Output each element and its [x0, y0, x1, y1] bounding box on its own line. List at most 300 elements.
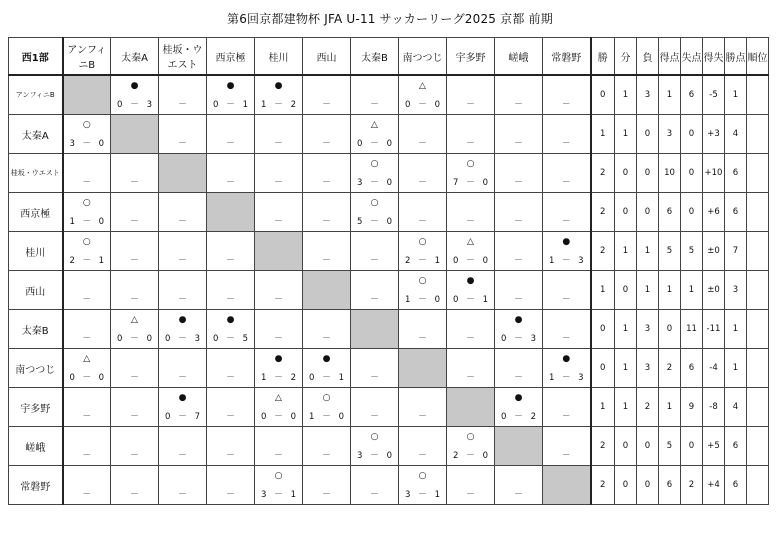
unplayed-dash: － — [130, 373, 139, 383]
match-cell — [159, 349, 207, 388]
stat-value: +3 — [703, 115, 725, 154]
match-cell — [495, 466, 543, 505]
match-cell — [351, 466, 399, 505]
team-column-header: 西京極 — [207, 38, 255, 76]
unplayed-dash: － — [466, 490, 475, 500]
league-table — [8, 37, 769, 505]
match-cell — [63, 310, 111, 349]
unplayed-dash: － — [130, 451, 139, 461]
stat-value — [747, 154, 769, 193]
match-result — [111, 427, 158, 465]
stat-value: 6 — [681, 75, 703, 115]
team-row-header: 常磐野 — [9, 466, 63, 505]
score-for: 0 — [213, 100, 219, 110]
match-result — [495, 310, 542, 348]
unplayed-dash: － — [82, 334, 91, 344]
match-result — [399, 310, 446, 348]
match-result — [255, 76, 302, 114]
match-result — [255, 193, 302, 231]
stat-header: 負 — [637, 38, 659, 76]
self-match-cell — [351, 310, 399, 349]
stat-value: -11 — [703, 310, 725, 349]
result-symbol: ○ — [274, 471, 283, 481]
match-result — [64, 154, 111, 192]
match-result — [207, 388, 254, 426]
match-cell — [159, 193, 207, 232]
score-for: 3 — [69, 139, 75, 149]
match-result — [207, 271, 254, 309]
score-against: 0 — [434, 100, 440, 110]
team-column-header: 南つつじ — [399, 38, 447, 76]
match-cell — [495, 232, 543, 271]
match-cell — [351, 193, 399, 232]
stat-value: 6 — [725, 427, 747, 466]
match-result — [447, 271, 494, 309]
unplayed-dash: － — [178, 490, 187, 500]
match-cell — [543, 75, 591, 115]
score-against: 1 — [338, 373, 344, 383]
stat-value: 6 — [659, 193, 681, 232]
result-symbol: ● — [274, 81, 283, 91]
unplayed-dash: － — [226, 178, 235, 188]
match-result — [543, 388, 590, 426]
match-cell — [111, 466, 159, 505]
unplayed-dash: － — [561, 217, 571, 227]
score-for: 7 — [453, 178, 459, 188]
score-separator: － — [514, 412, 523, 422]
match-result — [447, 115, 494, 153]
match-cell — [543, 310, 591, 349]
stat-value: 1 — [615, 75, 637, 115]
team-row — [9, 271, 769, 310]
score-separator: － — [82, 256, 91, 266]
unplayed-dash: － — [226, 490, 235, 500]
match-result — [64, 466, 111, 504]
stat-value: +10 — [703, 154, 725, 193]
match-cell — [399, 232, 447, 271]
result-symbol: △ — [131, 315, 138, 325]
unplayed-dash: － — [226, 451, 235, 461]
match-result — [255, 388, 302, 426]
unplayed-dash: － — [561, 295, 571, 305]
match-result — [207, 154, 254, 192]
match-cell — [303, 154, 351, 193]
score-for: 1 — [309, 412, 315, 422]
stat-value: 1 — [725, 75, 747, 115]
score-separator: － — [370, 139, 379, 149]
stat-value: 0 — [637, 193, 659, 232]
match-cell — [255, 427, 303, 466]
result-symbol: ○ — [418, 276, 427, 286]
stat-value — [747, 349, 769, 388]
stat-header: 順位 — [747, 38, 769, 76]
match-result — [303, 349, 350, 387]
unplayed-dash: － — [226, 373, 235, 383]
stat-value — [747, 310, 769, 349]
team-row-header: 南つつじ — [9, 349, 63, 388]
match-result — [64, 271, 111, 309]
team-row — [9, 427, 769, 466]
team-row — [9, 388, 769, 427]
score-separator: － — [274, 412, 283, 422]
score-against: 3 — [578, 373, 584, 383]
stat-value: 0 — [591, 310, 615, 349]
score-for: 3 — [405, 490, 411, 500]
result-symbol: ● — [178, 315, 187, 325]
match-cell — [447, 232, 495, 271]
score-against: 5 — [242, 334, 248, 344]
match-cell — [63, 349, 111, 388]
unplayed-dash: － — [370, 256, 379, 266]
match-cell — [495, 349, 543, 388]
result-symbol: ● — [562, 354, 571, 364]
score-for: 2 — [405, 256, 411, 266]
match-result — [159, 388, 206, 426]
match-result — [64, 193, 111, 231]
unplayed-dash: － — [178, 139, 187, 149]
match-cell — [543, 427, 591, 466]
match-result — [111, 193, 158, 231]
match-result — [159, 349, 206, 387]
match-result — [255, 310, 302, 348]
match-result — [111, 232, 158, 270]
score-separator: － — [370, 217, 379, 227]
unplayed-dash: － — [514, 217, 523, 227]
score-for: 0 — [357, 139, 363, 149]
match-result — [303, 388, 350, 426]
stat-value: 3 — [659, 115, 681, 154]
unplayed-dash: － — [322, 334, 331, 344]
match-cell — [159, 75, 207, 115]
result-symbol: ● — [514, 315, 523, 325]
match-result — [303, 193, 350, 231]
match-result — [399, 388, 446, 426]
score-against: 0 — [386, 178, 392, 188]
result-symbol: ● — [562, 237, 571, 247]
unplayed-dash: － — [466, 373, 475, 383]
match-result — [351, 76, 398, 114]
match-cell — [495, 75, 543, 115]
match-result — [159, 310, 206, 348]
match-cell — [255, 349, 303, 388]
stat-value: 3 — [637, 349, 659, 388]
stat-value: +5 — [703, 427, 725, 466]
result-symbol: ● — [130, 81, 139, 91]
match-result — [255, 154, 302, 192]
stat-header: 勝 — [591, 38, 615, 76]
team-row — [9, 466, 769, 505]
match-cell — [303, 232, 351, 271]
match-cell — [399, 193, 447, 232]
self-match-cell — [399, 349, 447, 388]
result-symbol: ● — [178, 393, 187, 403]
team-row — [9, 310, 769, 349]
match-result — [159, 232, 206, 270]
team-row-header: 西京極 — [9, 193, 63, 232]
unplayed-dash: － — [226, 412, 235, 422]
score-separator: － — [274, 100, 283, 110]
score-against: 1 — [290, 490, 296, 500]
match-cell — [207, 232, 255, 271]
team-column-header: 西山 — [303, 38, 351, 76]
stat-value: 0 — [637, 154, 659, 193]
match-cell — [543, 349, 591, 388]
match-result — [207, 232, 254, 270]
score-separator: － — [82, 217, 91, 227]
score-against: 0 — [482, 451, 488, 461]
match-cell — [495, 115, 543, 154]
match-cell — [207, 427, 255, 466]
score-against: 0 — [98, 373, 104, 383]
match-result — [543, 193, 590, 231]
unplayed-dash: － — [418, 139, 427, 149]
match-cell — [399, 271, 447, 310]
match-result — [159, 193, 206, 231]
stat-value: 1 — [659, 388, 681, 427]
match-result — [495, 76, 542, 114]
result-symbol: ○ — [322, 393, 331, 403]
match-result — [207, 427, 254, 465]
score-against: 0 — [386, 139, 392, 149]
stat-value — [747, 388, 769, 427]
stat-value: 6 — [681, 349, 703, 388]
stat-header: 得失 — [703, 38, 725, 76]
match-cell — [255, 466, 303, 505]
match-result — [64, 232, 111, 270]
stat-value: -4 — [703, 349, 725, 388]
unplayed-dash: － — [178, 100, 187, 110]
match-cell — [351, 115, 399, 154]
stat-value — [747, 193, 769, 232]
stat-value: ±0 — [703, 271, 725, 310]
score-for: 3 — [357, 178, 363, 188]
score-separator: － — [130, 334, 139, 344]
unplayed-dash: － — [322, 256, 331, 266]
stat-value: 5 — [659, 427, 681, 466]
match-cell — [111, 349, 159, 388]
match-cell — [111, 154, 159, 193]
match-cell — [255, 75, 303, 115]
unplayed-dash: － — [418, 217, 427, 227]
stat-value: 0 — [637, 427, 659, 466]
stat-value: 7 — [725, 232, 747, 271]
unplayed-dash: － — [130, 217, 139, 227]
score-for: 0 — [501, 334, 507, 344]
match-result — [543, 271, 590, 309]
match-cell — [207, 349, 255, 388]
stat-value: +4 — [703, 466, 725, 505]
match-cell — [543, 115, 591, 154]
match-result — [399, 76, 446, 114]
self-match-cell — [447, 388, 495, 427]
unplayed-dash: － — [514, 178, 523, 188]
match-cell — [207, 271, 255, 310]
match-result — [207, 466, 254, 504]
match-cell — [351, 232, 399, 271]
match-cell — [111, 232, 159, 271]
stat-value: 6 — [725, 154, 747, 193]
score-separator: － — [130, 100, 139, 110]
result-symbol: △ — [83, 354, 91, 364]
match-result — [255, 466, 302, 504]
match-result — [64, 115, 111, 153]
self-match-cell — [303, 271, 351, 310]
match-cell — [63, 193, 111, 232]
team-row-header: 嵯峨 — [9, 427, 63, 466]
stat-value — [747, 75, 769, 115]
stat-value: +6 — [703, 193, 725, 232]
match-cell — [63, 427, 111, 466]
match-cell — [63, 232, 111, 271]
match-result — [255, 349, 302, 387]
match-cell — [63, 154, 111, 193]
result-symbol: ○ — [82, 237, 91, 247]
match-result — [111, 76, 158, 114]
match-cell — [399, 154, 447, 193]
match-result — [303, 466, 350, 504]
match-cell — [447, 466, 495, 505]
match-result — [111, 388, 158, 426]
score-against: 0 — [434, 295, 440, 305]
score-against: 1 — [434, 490, 440, 500]
score-against: 0 — [482, 178, 488, 188]
match-cell — [303, 193, 351, 232]
self-match-cell — [255, 232, 303, 271]
stat-value: 10 — [659, 154, 681, 193]
score-against: 1 — [98, 256, 104, 266]
result-symbol: △ — [467, 237, 474, 247]
match-result — [303, 115, 350, 153]
stat-value: 2 — [637, 388, 659, 427]
match-result — [64, 310, 111, 348]
unplayed-dash: － — [418, 334, 427, 344]
score-separator: － — [418, 256, 427, 266]
result-symbol: △ — [275, 393, 282, 403]
match-result — [399, 154, 446, 192]
team-column-header: 宇多野 — [447, 38, 495, 76]
match-cell — [63, 115, 111, 154]
match-cell — [399, 466, 447, 505]
result-symbol: ○ — [370, 198, 379, 208]
match-cell — [63, 388, 111, 427]
match-cell — [399, 75, 447, 115]
match-result — [303, 427, 350, 465]
match-result — [351, 466, 398, 504]
match-cell — [255, 310, 303, 349]
match-result — [495, 388, 542, 426]
stat-value: 0 — [591, 75, 615, 115]
result-symbol: △ — [419, 81, 426, 91]
self-match-cell — [63, 75, 111, 115]
match-result — [495, 466, 542, 504]
match-cell — [255, 388, 303, 427]
score-for: 2 — [453, 451, 459, 461]
unplayed-dash: － — [130, 412, 139, 422]
match-cell — [399, 310, 447, 349]
stat-value: 0 — [615, 193, 637, 232]
match-result — [399, 193, 446, 231]
match-result — [303, 232, 350, 270]
score-separator: － — [418, 295, 427, 305]
match-result — [447, 76, 494, 114]
unplayed-dash: － — [561, 178, 571, 188]
team-column-header: 常磐野 — [543, 38, 591, 76]
score-separator: － — [466, 451, 475, 461]
stat-header: 失点 — [681, 38, 703, 76]
score-separator: － — [561, 256, 571, 266]
unplayed-dash: － — [514, 139, 523, 149]
score-for: 0 — [453, 256, 459, 266]
match-result — [351, 271, 398, 309]
unplayed-dash: － — [322, 217, 331, 227]
stat-value: 1 — [591, 271, 615, 310]
stat-value: 0 — [615, 427, 637, 466]
match-result — [447, 193, 494, 231]
match-cell — [303, 466, 351, 505]
match-cell — [399, 388, 447, 427]
unplayed-dash: － — [514, 100, 523, 110]
score-for: 0 — [117, 334, 123, 344]
stat-value: 1 — [681, 271, 703, 310]
unplayed-dash: － — [322, 451, 331, 461]
unplayed-dash: － — [561, 451, 571, 461]
score-separator: － — [466, 295, 475, 305]
match-cell — [303, 388, 351, 427]
result-symbol: ○ — [466, 432, 475, 442]
score-separator: － — [418, 490, 427, 500]
match-cell — [207, 466, 255, 505]
stat-value: 3 — [637, 75, 659, 115]
match-cell — [399, 427, 447, 466]
match-result — [159, 76, 206, 114]
match-result — [447, 349, 494, 387]
match-cell — [447, 193, 495, 232]
result-symbol: △ — [371, 120, 378, 130]
match-result — [159, 427, 206, 465]
stat-value: 0 — [681, 427, 703, 466]
match-result — [399, 466, 446, 504]
score-against: 0 — [98, 139, 104, 149]
match-result — [543, 76, 590, 114]
stat-value: -8 — [703, 388, 725, 427]
team-row-header: アンフィニB — [9, 75, 63, 115]
unplayed-dash: － — [418, 412, 427, 422]
match-cell — [207, 388, 255, 427]
match-result — [255, 115, 302, 153]
score-against: 0 — [146, 334, 152, 344]
match-cell — [255, 271, 303, 310]
match-result — [543, 349, 590, 387]
score-for: 0 — [501, 412, 507, 422]
score-for: 0 — [213, 334, 219, 344]
team-row — [9, 75, 769, 115]
score-for: 1 — [69, 217, 75, 227]
result-symbol: ● — [226, 81, 235, 91]
team-row — [9, 232, 769, 271]
unplayed-dash: － — [178, 295, 187, 305]
stat-value — [747, 427, 769, 466]
self-match-cell — [495, 427, 543, 466]
score-against: 0 — [386, 217, 392, 227]
result-symbol: ○ — [82, 120, 91, 130]
stat-value: 2 — [659, 349, 681, 388]
self-match-cell — [111, 115, 159, 154]
match-result — [399, 115, 446, 153]
stat-value: 5 — [659, 232, 681, 271]
team-row-header: 宇多野 — [9, 388, 63, 427]
self-match-cell — [543, 466, 591, 505]
score-against: 0 — [482, 256, 488, 266]
